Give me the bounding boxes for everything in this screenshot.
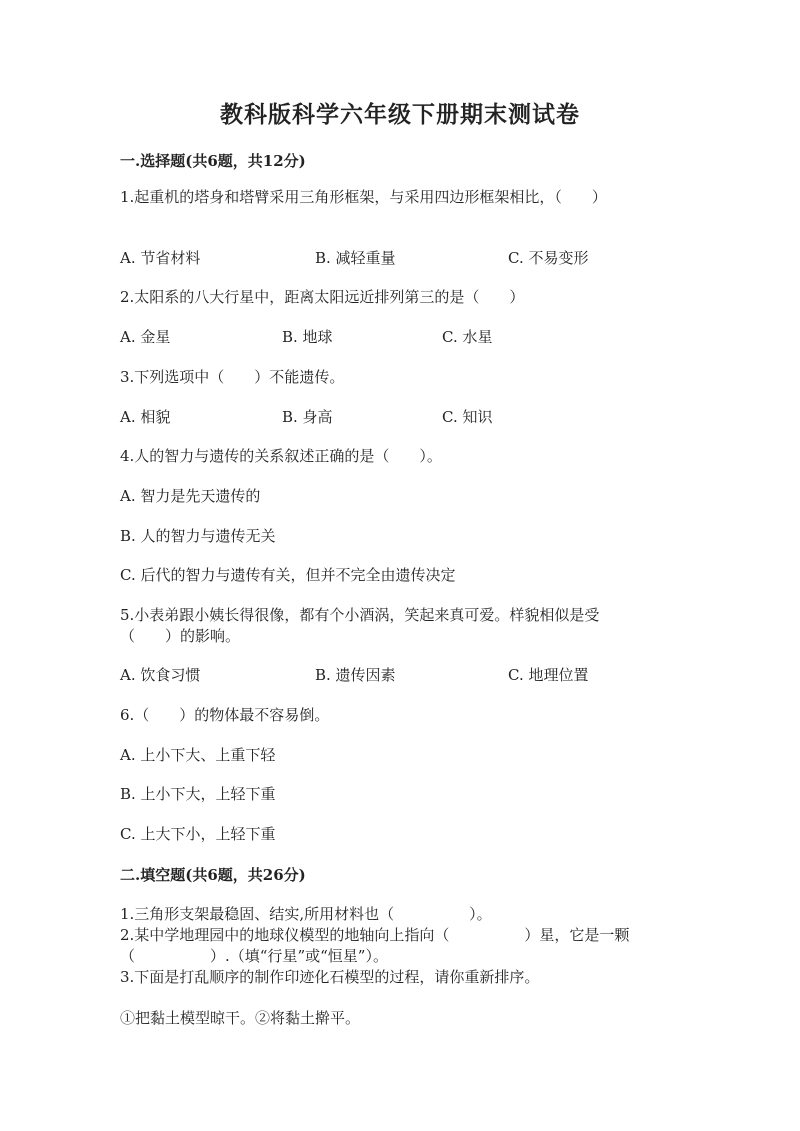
q3-option-b: B. 身高 — [282, 408, 333, 426]
q5-options — [120, 665, 720, 685]
q5-option-c: C. 地理位置 — [508, 666, 589, 684]
q3-option-a: A. 相貌 — [120, 408, 171, 426]
q2-option-a: A. 金星 — [120, 328, 171, 346]
q6-option-b: B. 上小下大，上轻下重 — [120, 785, 276, 803]
q5-option-b: B. 遗传因素 — [315, 666, 396, 684]
q2-stem: 2.太阳系的八大行星中，距离太阳远近排列第三的是（ ） — [120, 288, 525, 306]
q3-option-c: C. 知识 — [442, 408, 493, 426]
fill-q1: 1.三角形支架最稳固、结实,所用材料也（ ）。 — [120, 905, 492, 923]
q6-option-a: A. 上小下大、上重下轻 — [120, 746, 276, 764]
fill-q2-line1: 2.某中学地理园中的地球仪模型的地轴向上指向（ ）星，它是一颗 — [120, 926, 630, 944]
fill-q3-steps: ①把黏土模型晾干。②将黏土擀平。 — [120, 1009, 361, 1027]
q6-option-c: C. 上大下小，上轻下重 — [120, 825, 276, 843]
q1-option-a: A. 节省材料 — [120, 249, 201, 267]
q3-stem: 3.下列选项中（ ）不能遗传。 — [120, 368, 345, 386]
q4-stem: 4.人的智力与遗传的关系叙述正确的是（ ）。 — [120, 447, 442, 465]
q4-option-c: C. 后代的智力与遗传有关，但并不完全由遗传决定 — [120, 566, 456, 584]
q6-stem: 6.（ ）的物体最不容易倒。 — [120, 706, 330, 724]
q5-stem-line2: （ ）的影响。 — [120, 627, 241, 645]
q2-option-c: C. 水星 — [442, 328, 493, 346]
q1-options — [120, 248, 720, 268]
q3-options — [120, 407, 720, 427]
q2-options — [120, 327, 720, 347]
q1-stem: 1.起重机的塔身和塔臂采用三角形框架，与采用四边形框架相比，（ ） — [120, 188, 607, 206]
fill-q2-line2: （ ）.（填“行星”或“恒星”）。 — [120, 947, 388, 965]
q5-stem-line1: 5.小表弟跟小姨长得很像，都有个小酒涡，笑起来真可爱。样貌相似是受 — [120, 606, 600, 624]
section1-heading: 一.选择题(共6题，共12分) — [120, 152, 306, 170]
q5-option-a: A. 饮食习惯 — [120, 666, 201, 684]
q4-option-a: A. 智力是先天遗传的 — [120, 487, 261, 505]
section2-heading: 二.填空题(共6题，共26分) — [120, 866, 306, 884]
q4-option-b: B. 人的智力与遗传无关 — [120, 527, 276, 545]
q1-option-b: B. 减轻重量 — [315, 249, 396, 267]
fill-q3: 3.下面是打乱顺序的制作印迹化石模型的过程，请你重新排序。 — [120, 968, 540, 986]
q1-option-c: C. 不易变形 — [508, 249, 589, 267]
q2-option-b: B. 地球 — [282, 328, 333, 346]
exam-title: 教科版科学六年级下册期末测试卷 — [220, 101, 580, 128]
